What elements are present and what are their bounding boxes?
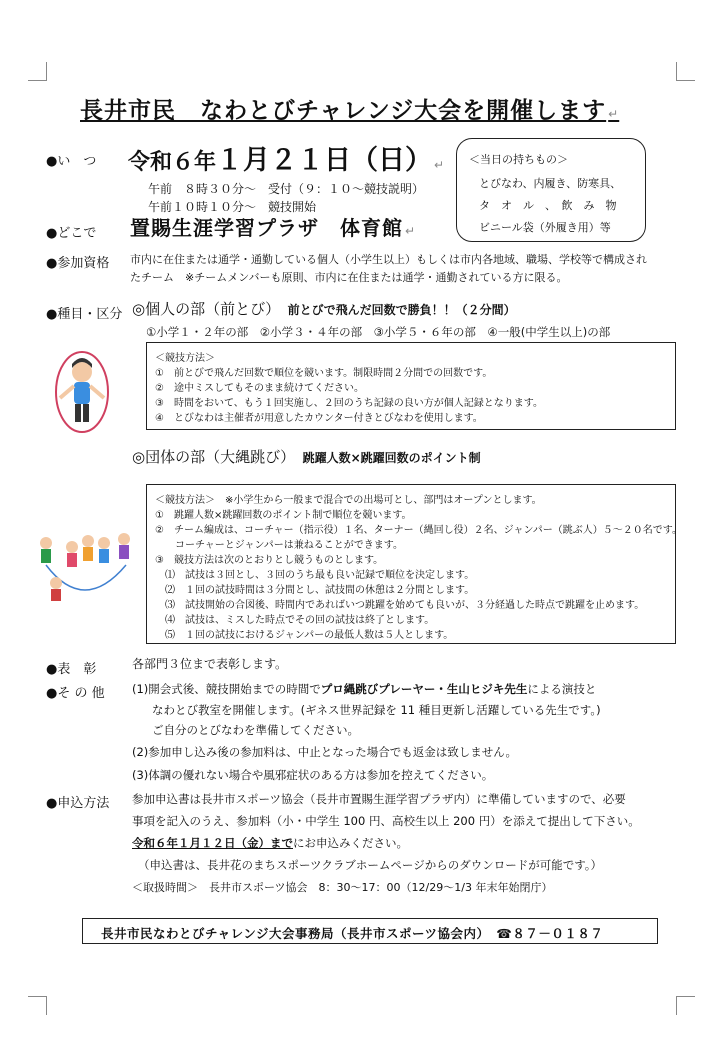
rule-line: ⑷ 試技は、ミスした時点でその回の試技は終了とします。 <box>155 615 435 626</box>
bring-title: ＜当日の持ちもの＞ <box>469 153 568 166</box>
time-reception: 午前 ８時３０分～ 受付（９：１０～競技説明） <box>148 182 425 196</box>
venue: 置賜生涯学習プラザ 体育館 ↵ <box>130 216 417 240</box>
bring-line: ビニール袋（外履き用）等 <box>479 221 611 234</box>
group-jump-rope-illustration <box>34 525 134 605</box>
rule-line: ⑵ １回の試技時間は３分間とし、試技間の休憩は２分間とします。 <box>155 585 475 596</box>
eligibility-line: 市内に在住または通学・通勤している個人（小学生以上）もしくは市内各地域、職場、学校等で構成され <box>130 253 647 266</box>
apply-hours: ＜取扱時間＞ 長井市スポーツ協会 8：30～17：00（12/29～1/3 年末年始閉庁） <box>132 881 553 894</box>
contact-footer: 長井市民なわとびチャレンジ大会事務局（長井市スポーツ協会内） ☎８７－０１８７ <box>82 918 658 944</box>
when-label: ●い つ <box>46 154 97 169</box>
crop-mark <box>28 996 47 1015</box>
other-line-3: ご自分のとびなわを準備してください。 <box>152 723 359 737</box>
rule-line: ⑶ 試技開始の合図後、時間内であればいつ跳躍を始めても良いが、３分経過した時点で跳躍を止めます。 <box>155 600 645 611</box>
team-section-title: ◎団体の部（大縄跳び） 跳躍人数×跳躍回数のポイント制 <box>132 448 481 466</box>
other-line-2: なわとび教室を開催します。(ギネス世界記録を 11 種目更新し活躍している先生です。) <box>152 703 601 717</box>
rule-line: ③ 競技方法は次のとおりとし競うものとします。 <box>155 555 384 566</box>
time-start: 午前１０時１０分～ 競技開始 <box>148 200 317 214</box>
rule-line: ① 跳躍人数×跳躍回数のポイント制で順位を競います。 <box>155 510 412 521</box>
crop-mark <box>676 62 695 81</box>
rule-line: ② チーム編成は、コーチャー（指示役）１名、ターナー（縄回し役）２名、ジャンパー（跳ぶ人）５～２０名です。 <box>155 525 682 536</box>
team-rules-box <box>146 484 682 644</box>
crop-mark <box>676 996 695 1015</box>
award-text: 各部門３位まで表彰します。 <box>132 657 288 671</box>
other-line-4: (2)参加申し込み後の参加料は、中止となった場合でも返金は致しません。 <box>132 745 517 759</box>
page-title: 長井市民 なわとびチャレンジ大会を開催します ↵ <box>80 98 620 124</box>
where-label: ●どこで <box>46 226 97 241</box>
rule-line: コーチャーとジャンパーは兼ねることができます。 <box>155 540 403 551</box>
rule-line: ③ 時間をおいて、もう１回実施し、２回のうち記録の良い方が個人記録となります。 <box>155 398 543 409</box>
other-line-5: (3)体調の優れない場合や風邪症状のある方は参加を控えてください。 <box>132 768 494 782</box>
other-line-1: (1)開会式後、競技開始までの時間でプロ縄跳びプレーヤー・生山ヒジキ先生による演技と <box>132 682 597 696</box>
other-label: ●そ の 他 <box>46 686 105 701</box>
eligibility-line: たチーム ※チームメンバーも原則、市内に在住または通学・通勤されている方に限る。 <box>130 271 568 284</box>
rule-line: ⑸ １回の試技におけるジャンパーの最低人数は５人とします。 <box>155 630 454 641</box>
bring-line: とびなわ、内履き、防寒具、 <box>479 177 622 190</box>
rules-heading: ＜競技方法＞ <box>155 353 215 364</box>
jump-rope-kid-illustration <box>50 348 114 436</box>
rule-line: ② 途中ミスしてもそのまま続けてください。 <box>155 383 364 394</box>
category-label: ●種目・区分 <box>46 307 123 322</box>
rule-line: ① 前とびで飛んだ回数で順位を競います。制限時間２分間での回数です。 <box>155 368 493 379</box>
divisions: ①小学１・２年の部 ②小学３・４年の部 ③小学５・６年の部 ④一般(中学生以上)の部 <box>146 325 611 339</box>
apply-deadline: 令和６年１月１２日（金）までにお申込みください。 <box>132 836 408 850</box>
bring-line: タ オ ル 、 飲 み 物 <box>479 199 617 212</box>
eligibility-label: ●参加資格 <box>46 256 110 271</box>
apply-line: 事項を記入のうえ、参加料（小・中学生 100 円、高校生以上 200 円）を添えて提出して下さい。 <box>132 814 640 828</box>
award-label: ●表 彰 <box>46 662 97 677</box>
rule-line: ④ とびなわは主催者が用意したカウンター付きとびなわを使用します。 <box>155 413 483 424</box>
apply-line: （申込書は、長井花のまちスポーツクラブホームページからのダウンロードが可能です。） <box>138 858 603 872</box>
crop-mark <box>28 62 47 81</box>
individual-rules-box <box>146 342 676 430</box>
rule-line: ⑴ 試技は３回とし、３回のうち最も良い記録で順位を決定します。 <box>155 570 475 581</box>
individual-section-title: ◎個人の部（前とび） 前とびで飛んだ回数で勝負！！（２分間） <box>132 300 516 318</box>
apply-label: ●申込方法 <box>46 796 110 811</box>
rules-heading: ＜競技方法＞ ※小学生から一般まで混合での出場可とし、部門はオープンとします。 <box>155 495 542 506</box>
apply-line: 参加申込書は長井市スポーツ協会（長井市置賜生涯学習プラザ内）に準備していますので、必要 <box>132 792 626 806</box>
event-date: 令和６年１月２１日（日） ↵ <box>128 145 445 176</box>
bring-items-box <box>456 138 646 242</box>
